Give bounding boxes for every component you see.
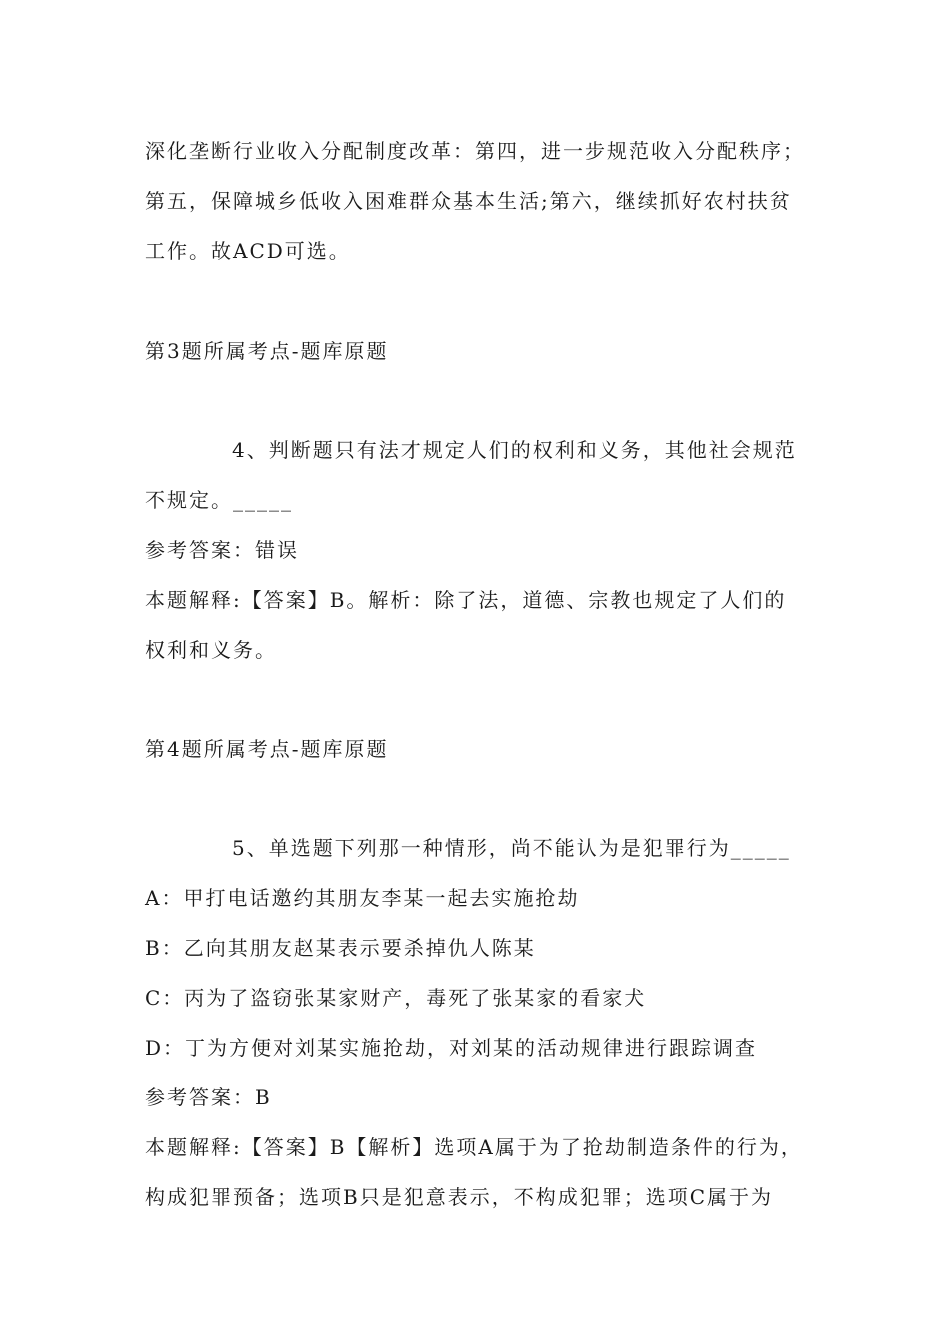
explanation-text: 本题解释:【答案】B。解析：除了法，道德、宗教也规定了人们的: [145, 588, 787, 612]
explanation-text: 构成犯罪预备；选项B只是犯意表示，不构成犯罪；选项C属于为: [145, 1185, 773, 1209]
section-heading: 第3题所属考点-题库原题: [145, 339, 389, 363]
question-text: 4、判断题只有法才规定人们的权利和义务，其他社会规范: [232, 438, 797, 462]
question-text: 不规定。_____: [145, 488, 293, 512]
reference-answer: 参考答案：B: [145, 1085, 272, 1109]
question-text: 5、单选题下列那一种情形，尚不能认为是犯罪行为_____: [232, 836, 791, 860]
section-heading: 第4题所属考点-题库原题: [145, 737, 389, 761]
explanation-text: 权利和义务。: [145, 638, 277, 662]
reference-answer: 参考答案：错误: [145, 538, 299, 562]
option-a: A：甲打电话邀约其朋友李某一起去实施抢劫: [145, 886, 580, 910]
text-line: 第五，保障城乡低收入困难群众基本生活;第六，继续抓好农村扶贫: [145, 189, 792, 213]
option-d: D：丁为方便对刘某实施抢劫，对刘某的活动规律进行跟踪调查: [145, 1036, 758, 1060]
option-c: C：丙为了盗窃张某家财产，毒死了张某家的看家犬: [145, 986, 647, 1010]
option-b: B：乙向其朋友赵某表示要杀掉仇人陈某: [145, 936, 536, 960]
text-line: 深化垄断行业收入分配制度改革：第四，进一步规范收入分配秩序；: [145, 139, 805, 163]
text-line: 工作。故ACD可选。: [145, 239, 351, 263]
explanation-text: 本题解释:【答案】B【解析】选项A属于为了抢劫制造条件的行为，: [145, 1135, 803, 1159]
